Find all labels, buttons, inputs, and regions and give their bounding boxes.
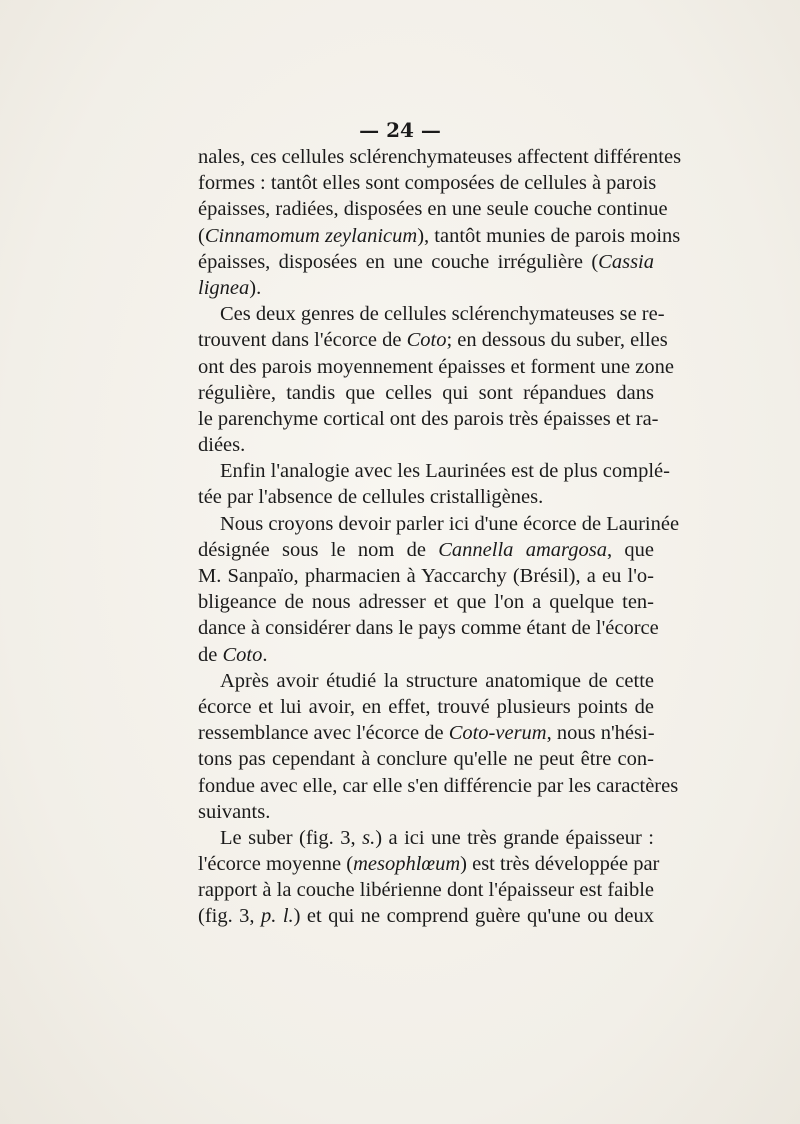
italic-text: p. l. (261, 905, 294, 928)
text-segment: Enfin l'analogie avec les Laurinées est de plus complé- (220, 460, 670, 483)
text-line (198, 720, 654, 746)
text-segment: ressemblance avec l'écorce de (198, 722, 449, 745)
text-segment: suivants. (198, 800, 271, 823)
text-segment: tée par l'absence de cellules cristalligènes. (198, 486, 544, 509)
text-segment: ; en dessous du suber, elles (446, 329, 668, 352)
text-segment: ), tantôt munies de parois moins (417, 224, 681, 247)
text-segment: Après avoir étudié la structure anatomique de cette (220, 669, 654, 692)
italic-text: s. (362, 826, 376, 849)
text-line (198, 773, 679, 799)
text-segment: nales, ces cellules sclérenchymateuses affectent différentes (198, 146, 682, 168)
text-line (198, 170, 657, 196)
text-segment: M. Sanpaïo, pharmacien à Yaccarchy (Brésil), a eu l'o- (198, 565, 654, 587)
text-segment: tons pas cependant à conclure qu'elle ne peut être con- (198, 748, 654, 771)
text-segment: ). (249, 276, 262, 299)
text-line (198, 144, 682, 170)
text-segment: fondue avec elle, car elle s'en différencie par les caractères (198, 774, 679, 797)
text-line (198, 511, 680, 537)
text-segment: trouvent dans l'écorce de (198, 329, 407, 352)
italic-text: Cannella amargosa (438, 538, 607, 561)
text-line (198, 380, 654, 406)
text-line (198, 249, 654, 275)
text-segment: Le suber (fig. 3, (220, 826, 363, 849)
text-line (198, 694, 654, 720)
text-line (198, 903, 654, 929)
text-line (198, 877, 654, 903)
text-line (198, 275, 654, 301)
text-segment: , que (606, 538, 654, 561)
text-line (198, 301, 665, 327)
text-segment: régulière, tandis que celles qui sont répandues dans (198, 381, 654, 404)
text-line (198, 354, 674, 380)
text-segment: écorce et lui avoir, en effet, trouvé plusieurs points de (198, 695, 654, 718)
italic-text: lignea (198, 276, 250, 299)
text-segment: dance à considérer dans le pays comme étant de l'écorce (198, 617, 659, 640)
body-text (198, 144, 682, 930)
text-segment: ) est très développée par (460, 853, 660, 876)
text-segment: diées. (198, 434, 246, 457)
text-line (198, 223, 681, 249)
italic-text: Coto (406, 329, 447, 352)
text-line (198, 406, 659, 432)
text-segment: ( (198, 224, 205, 247)
text-line (198, 799, 654, 825)
text-line (198, 615, 659, 641)
text-line (198, 642, 654, 668)
text-segment: ) a ici une très grande épaisseur : (375, 826, 655, 849)
text-segment: (fig. 3, (198, 905, 261, 928)
text-segment: épaisses, radiées, disposées en une seule couche continue (198, 198, 668, 221)
text-line (198, 537, 654, 563)
text-line (198, 432, 654, 458)
text-line (198, 458, 670, 484)
text-segment: , nous n'hési- (546, 722, 655, 745)
text-segment: le parenchyme cortical ont des parois très épaisses et ra- (198, 407, 659, 430)
text-segment: désignée sous le nom de (198, 538, 439, 561)
text-segment: ont des parois moyennement épaisses et forment une zone (198, 355, 674, 378)
text-line (198, 196, 668, 222)
text-line (198, 484, 654, 510)
italic-text: mesophlœum (353, 853, 461, 876)
text-segment: formes : tantôt elles sont composées de cellules à parois (198, 172, 657, 195)
text-segment: l'écorce moyenne ( (198, 853, 354, 876)
text-segment: ) et qui ne comprend guère qu'une ou deux (293, 905, 654, 928)
text-segment: épaisses, disposées en une couche irrégulière ( (198, 250, 599, 273)
text-line (198, 825, 654, 851)
text-line (198, 327, 668, 353)
text-line (198, 668, 654, 694)
text-segment: de (198, 643, 223, 666)
text-segment: bligeance de nous adresser et que l'on a quelque ten- (198, 591, 654, 614)
italic-text: Coto-verum (448, 722, 547, 745)
text-segment: . (262, 643, 268, 666)
italic-text: Cinnamomum zeylanicum (204, 224, 418, 247)
text-segment: rapport à la couche libérienne dont l'épaisseur est faible (198, 879, 654, 902)
text-line (198, 589, 654, 615)
text-segment: Ces deux genres de cellules sclérenchymateuses se re- (220, 303, 665, 326)
text-segment: Nous croyons devoir parler ici d'une écorce de Laurinée (220, 512, 680, 535)
text-line (198, 851, 660, 877)
italic-text: Coto (222, 643, 263, 666)
page-number: — 24 — (359, 118, 441, 142)
text-line (198, 746, 654, 772)
text-line (198, 563, 654, 589)
italic-text: Cassia (598, 250, 654, 273)
